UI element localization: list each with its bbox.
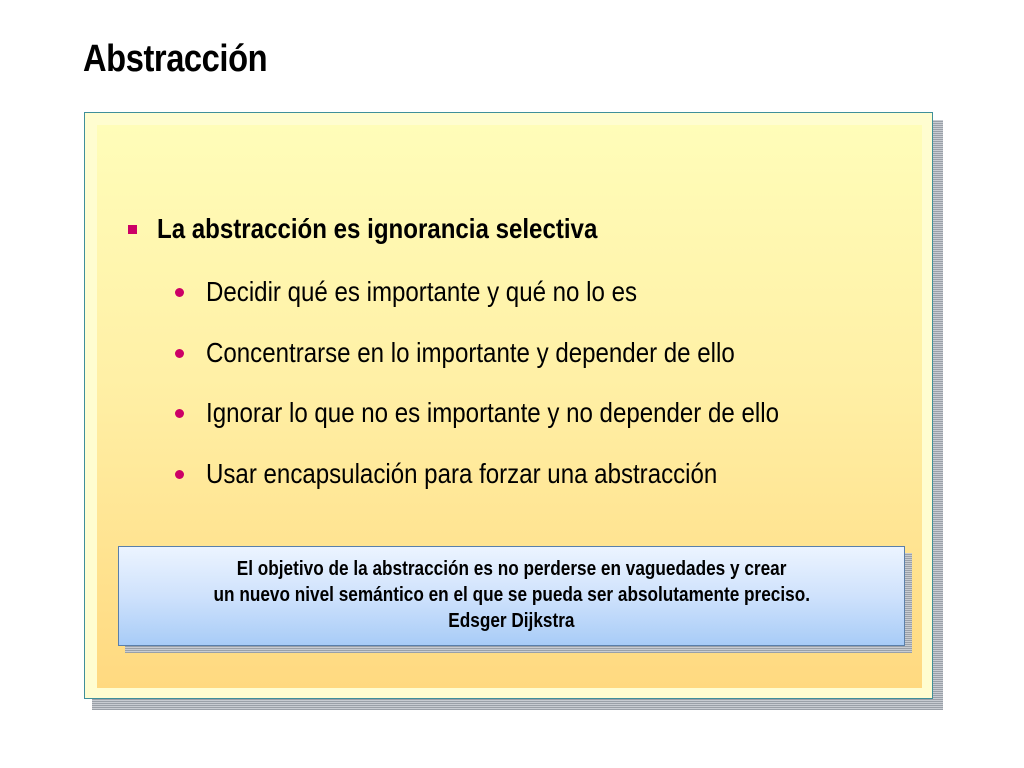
- sub-bullet-text: Decidir qué es importante y qué no lo es: [206, 276, 638, 307]
- round-bullet-icon: [175, 288, 184, 297]
- square-bullet-icon: [128, 225, 137, 234]
- sub-bullet: [175, 458, 801, 490]
- sub-bullet-text: Concentrarse en lo importante y depender de ello: [206, 337, 735, 368]
- round-bullet-icon: [175, 349, 184, 358]
- slide-title: Abstracción: [83, 38, 268, 80]
- sub-bullet: [175, 276, 707, 308]
- sub-bullet: [175, 397, 872, 429]
- sub-bullet-text: Ignorar lo que no es importante y no depender de ello: [206, 397, 779, 428]
- main-bullet: [128, 213, 669, 245]
- sub-bullet: [175, 337, 821, 369]
- round-bullet-icon: [175, 470, 184, 479]
- round-bullet-icon: [175, 409, 184, 418]
- sub-bullet-text: Usar encapsulación para forzar una abstracción: [206, 458, 718, 489]
- main-bullet-text: La abstracción es ignorancia selectiva: [157, 213, 598, 244]
- quote-line: un nuevo nivel semántico en el que se pueda ser absolutamente preciso.: [213, 584, 810, 606]
- quote-line: El objetivo de la abstracción es no perderse en vaguedades y crear: [236, 558, 787, 580]
- quote-author: Edsger Dijkstra: [448, 610, 575, 632]
- quote-box: [118, 546, 905, 646]
